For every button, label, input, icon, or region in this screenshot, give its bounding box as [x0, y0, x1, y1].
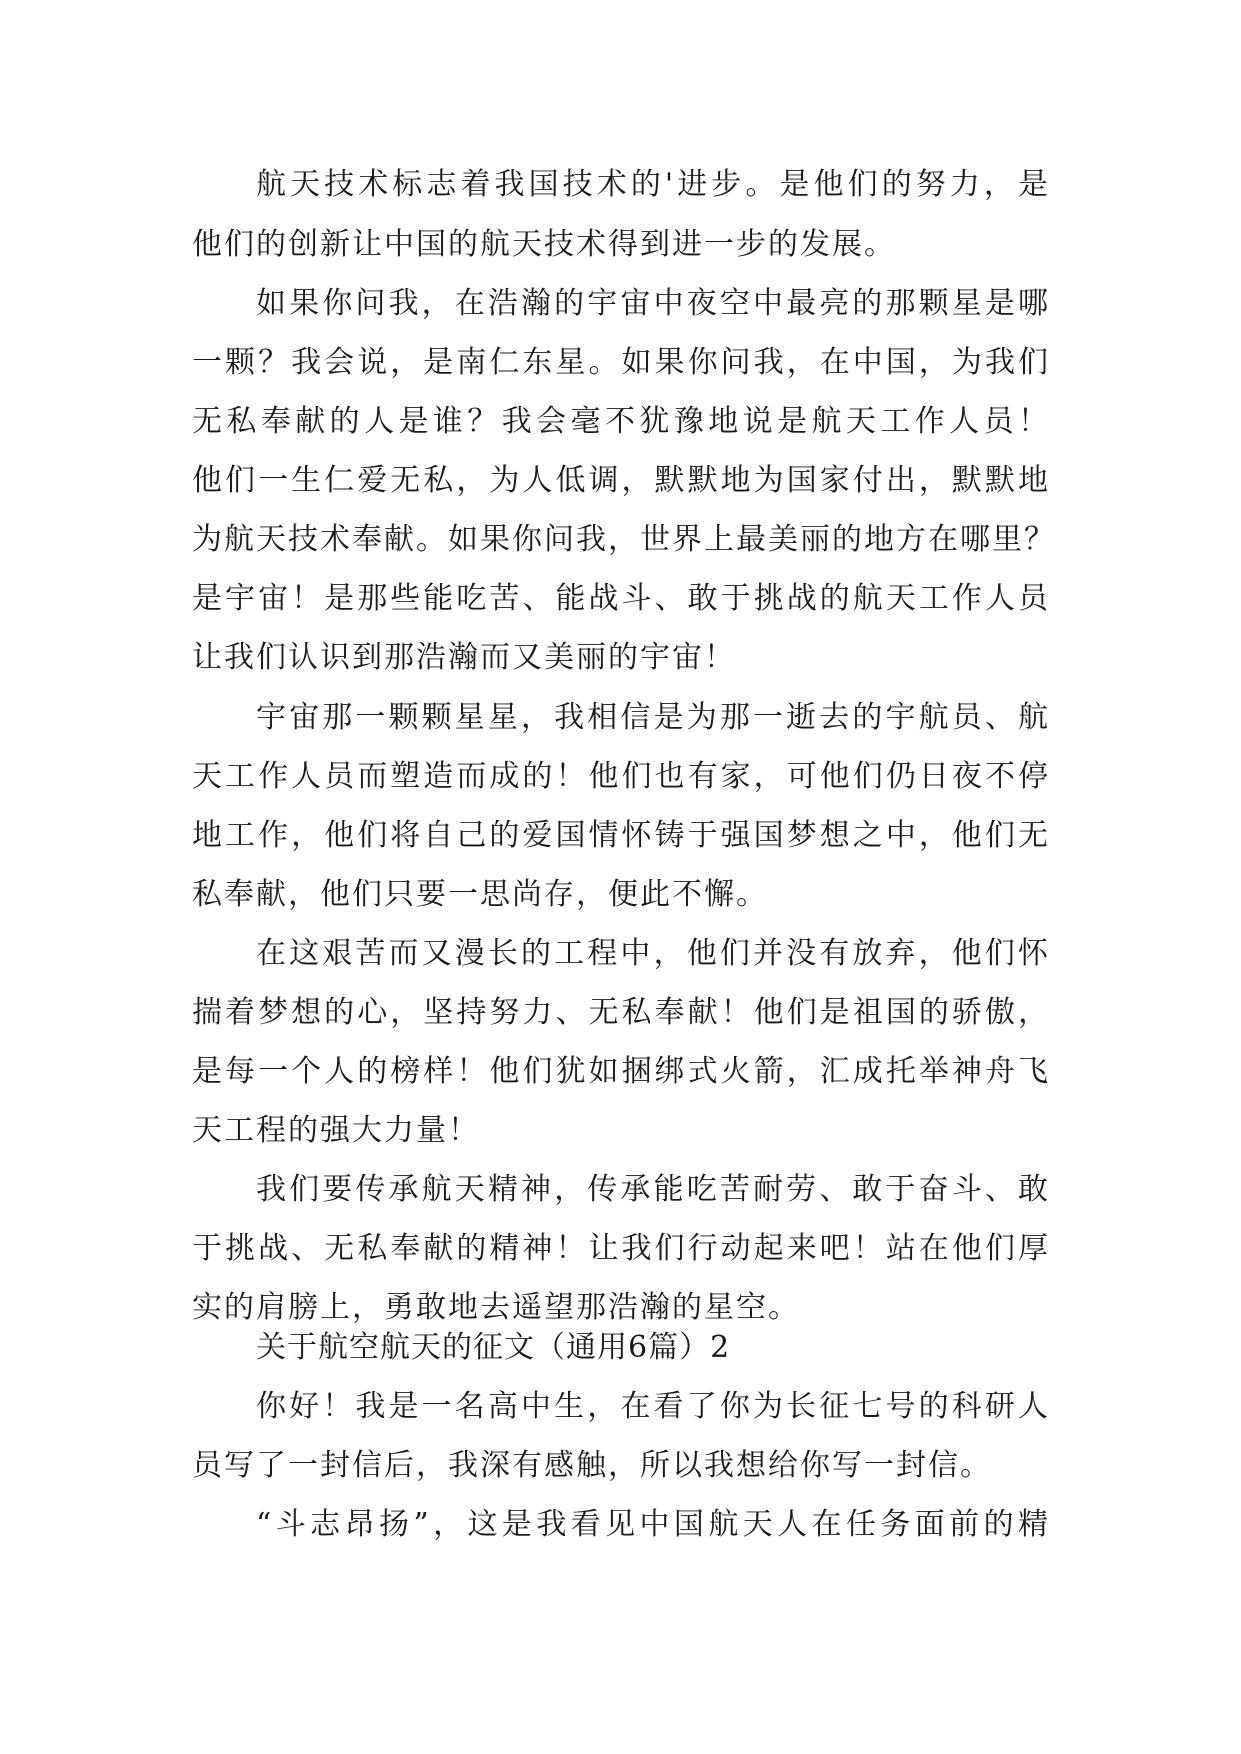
- text-line: 他们的创新让中国的航天技术得到进一步的发展。: [192, 227, 896, 262]
- text-line: 让我们认识到那浩瀚而又美丽的宇宙！: [192, 640, 736, 675]
- text-line: 航天技术标志着我国技术的'进步。是他们的努力，是: [256, 167, 1050, 202]
- text-line: 天工作人员而塑造而成的！他们也有家，可他们仍日夜不停: [192, 759, 1050, 794]
- text-line: 他们一生仁爱无私，为人低调，默默地为国家付出，默默地: [192, 463, 1050, 498]
- text-line: 是宇宙！是那些能吃苦、能战斗、敢于挑战的航天工作人员: [192, 581, 1050, 616]
- text-line: 天工程的强大力量！: [192, 1113, 480, 1148]
- text-line: 地工作，他们将自己的爱国情怀铸于强国梦想之中，他们无: [192, 818, 1050, 853]
- text-line: 揣着梦想的心，坚持努力、无私奉献！他们是祖国的骄傲，: [192, 995, 1050, 1030]
- text-line: 于挑战、无私奉献的精神！让我们行动起来吧！站在他们厚: [192, 1231, 1050, 1266]
- text-line: 在这艰苦而又漫长的工程中，他们并没有放弃，他们怀: [256, 936, 1050, 971]
- text-line: 员写了一封信后，我深有感触，所以我想给你写一封信。: [192, 1448, 992, 1483]
- text-line: 一颗？我会说，是南仁东星。如果你问我，在中国，为我们: [192, 345, 1050, 380]
- text-line: 私奉献，他们只要一思尚存，便此不懈。: [192, 877, 768, 912]
- text-line: 实的肩膀上，勇敢地去遥望那浩瀚的星空。: [192, 1290, 800, 1325]
- text-line: 宇宙那一颗颗星星，我相信是为那一逝去的宇航员、航: [256, 700, 1050, 735]
- text-line: 你好！我是一名高中生，在看了你为长征七号的科研人: [256, 1389, 1050, 1424]
- text-line: 如果你问我，在浩瀚的宇宙中夜空中最亮的那颗星是哪: [256, 286, 1050, 321]
- section-heading: 关于航空航天的征文（通用6篇）2: [256, 1330, 731, 1365]
- text-line: 无私奉献的人是谁？我会毫不犹豫地说是航天工作人员！: [192, 404, 1050, 439]
- text-line: 我们要传承航天精神，传承能吃苦耐劳、敢于奋斗、敢: [256, 1172, 1050, 1207]
- text-line: 为航天技术奉献。如果你问我，世界上最美丽的地方在哪里？: [192, 522, 1056, 557]
- text-line: 是每一个人的榜样！他们犹如捆绑式火箭，汇成托举神舟飞: [192, 1054, 1050, 1089]
- text-line: “斗志昂扬”，这是我看见中国航天人在任务面前的精: [256, 1507, 1050, 1542]
